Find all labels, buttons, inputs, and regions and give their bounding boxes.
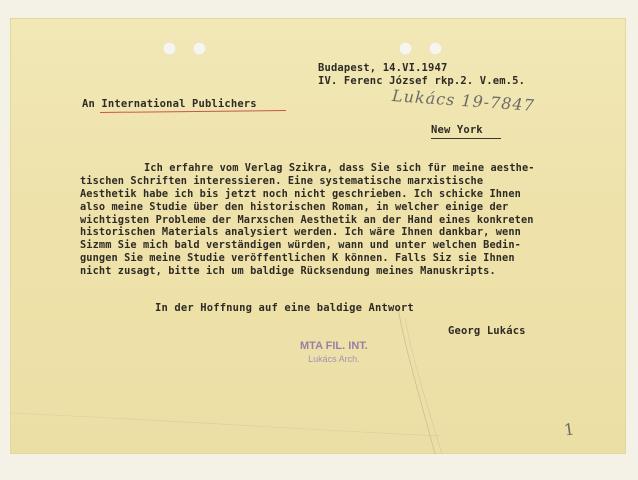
closing-line: In der Hoffnung auf eine baldige Antwort [155,302,414,314]
body-line: Ich erfahre vom Verlag Szikra, dass Sie sich für meine aesthe- [144,162,535,174]
stamp-line-2: Lukács Arch. [308,354,360,364]
punch-hole [163,42,176,55]
archive-stamp [300,340,368,366]
page-number: 1 [562,419,576,440]
handwritten-annotation: Lukács 19-7847 [391,86,536,115]
body-line: historischen Materials analysiert werden. Ich wäre Ihnen dankbar, wenn [80,226,521,239]
place-date: Budapest, 14.VI.1947 [318,62,448,74]
punch-hole [429,42,442,55]
body-line: gungen Sie meine Studie veröffentlichen K können. Falls Siz sie Ihnen [80,252,515,265]
stamp-line-1: MTA FIL. INT. [300,340,368,352]
body-line: Sizmm Sie mich bald verständigen würden, wann und unter welchen Bedin- [80,239,521,252]
sender-address: IV. Ferenc József rkp.2. V.em.5. [318,75,526,87]
body-line: nicht zusagt, bitte ich um baldige Rücksendung meines Manuskripts. [80,265,496,278]
letter-body [80,162,600,278]
body-line: Aesthetik habe ich bis jetzt noch nicht geschrieben. Ich schicke Ihnen [80,187,521,200]
body-line: wichtigsten Probleme der Marxschen Aesthetik an der Hand eines konkreten [80,213,534,226]
recipient-name: An International Publichers [82,98,257,110]
city-underline [431,138,501,139]
punch-hole [399,42,412,55]
body-line: tischen Schriften interessieren. Eine systematische marxistische [80,174,484,187]
body-line: also meine Studie über den historischen Roman, in welcher einige der [80,200,509,213]
signature: Georg Lukács [448,325,526,337]
punch-hole [193,42,206,55]
recipient-city: New York [431,124,483,136]
